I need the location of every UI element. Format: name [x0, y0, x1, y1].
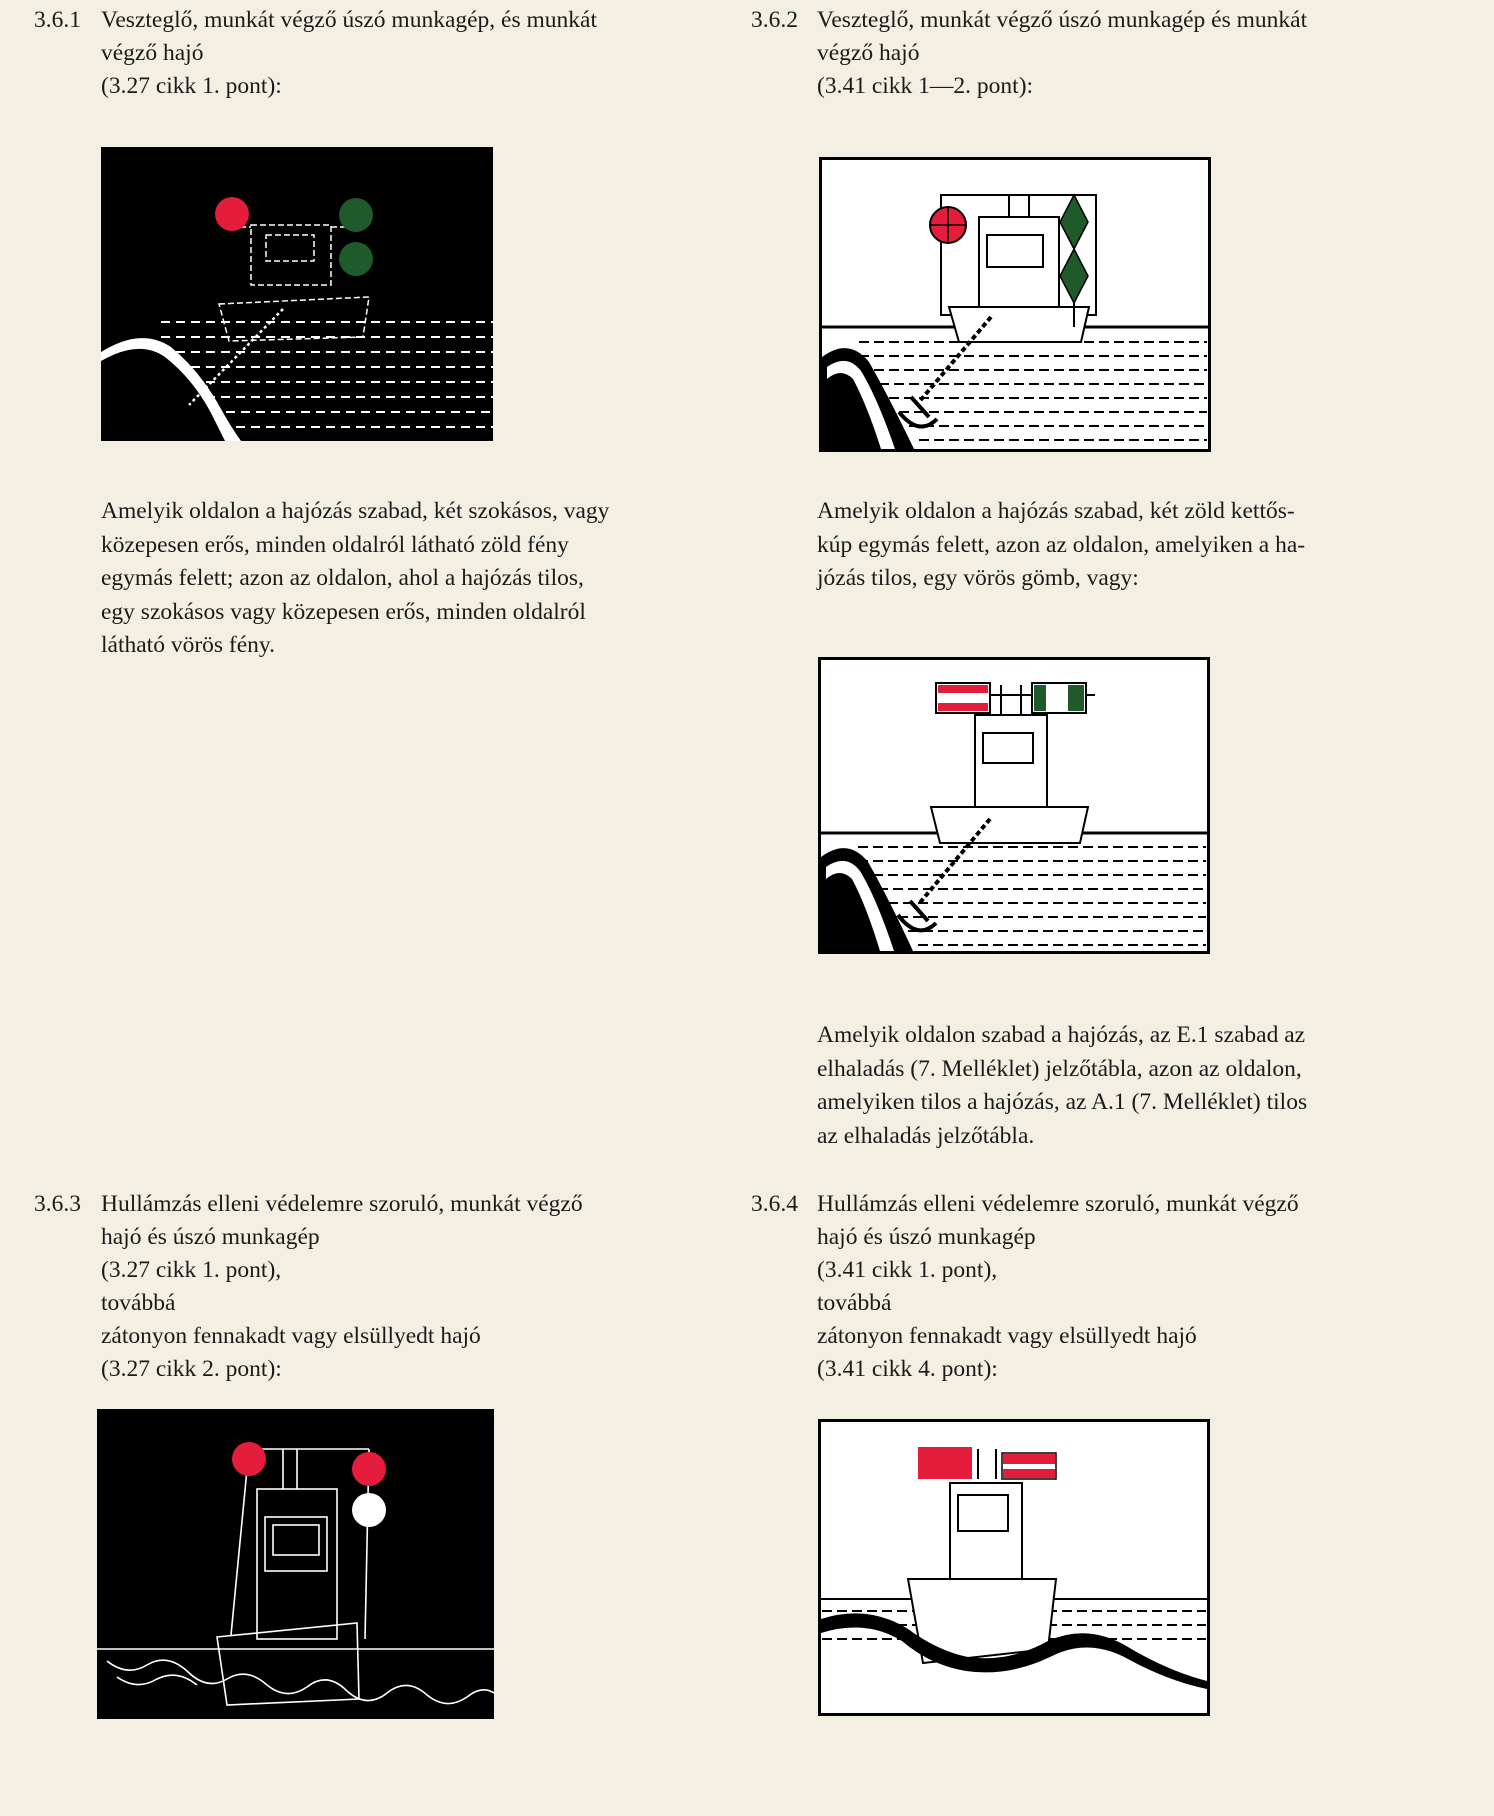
- heading-line: végző hajó: [817, 40, 920, 66]
- section-heading-3-6-2: [817, 4, 1307, 103]
- description-line: Amelyik oldalon a hajózás szabad, két zöld kettős-: [817, 498, 1295, 524]
- heading-line: hajó és úszó munkagép: [817, 1224, 1036, 1250]
- section-heading-3-6-3: [101, 1188, 583, 1386]
- description-3-6-1: [101, 495, 715, 663]
- heading-line: Veszteglő, munkát végző úszó munkagép és munkát: [817, 7, 1308, 33]
- heading-line: (3.27 cikk 1. pont):: [101, 73, 282, 99]
- description-3-6-2-shapes: [817, 495, 1434, 596]
- heading-line: Veszteglő, munkát végző úszó munkagép, és munkát: [101, 7, 597, 33]
- description-line: látható vörös fény.: [101, 632, 276, 658]
- description-line: az elhaladás jelzőtábla.: [817, 1122, 1035, 1149]
- night-illustration-3-6-3: [97, 1409, 494, 1719]
- heading-line: (3.41 cikk 4. pont):: [817, 1356, 998, 1382]
- heading-line: továbbá: [817, 1290, 892, 1316]
- heading-line: (3.27 cikk 1. pont),: [101, 1257, 282, 1283]
- section-number-3-6-2: 3.6.2: [751, 7, 798, 33]
- day-illustration-3-6-2-shapes: [819, 157, 1211, 452]
- section-heading-3-6-1: [101, 4, 597, 103]
- heading-line: végző hajó: [101, 40, 204, 66]
- heading-line: Hullámzás elleni védelemre szoruló, munkát végző: [817, 1191, 1299, 1217]
- day-illustration-3-6-2-boards: [818, 657, 1210, 954]
- heading-line: (3.27 cikk 2. pont):: [101, 1356, 282, 1382]
- section-number-3-6-3: 3.6.3: [34, 1191, 81, 1217]
- description-line: közepesen erős, minden oldalról látható zöld fény: [101, 531, 569, 558]
- description-line: Amelyik oldalon szabad a hajózás, az E.1 szabad az: [817, 1022, 1306, 1048]
- description-line: egymás felett; azon az oldalon, ahol a hajózás tilos,: [101, 565, 584, 591]
- heading-line: zátonyon fennakadt vagy elsüllyedt hajó: [817, 1323, 1197, 1349]
- description-3-6-2-boards: [817, 1019, 1434, 1153]
- night-illustration-3-6-1: [101, 147, 493, 441]
- description-line: amelyiken tilos a hajózás, az A.1 (7. Melléklet) tilos: [817, 1089, 1308, 1115]
- description-line: elhaladás (7. Melléklet) jelzőtábla, azon az oldalon,: [817, 1055, 1302, 1082]
- section-heading-3-6-4: [817, 1188, 1299, 1386]
- description-line: józás tilos, egy vörös gömb, vagy:: [817, 565, 1139, 591]
- heading-line: zátonyon fennakadt vagy elsüllyedt hajó: [101, 1323, 481, 1349]
- day-illustration-3-6-4: [818, 1419, 1210, 1716]
- heading-line: továbbá: [101, 1290, 176, 1316]
- section-number-3-6-4: 3.6.4: [751, 1191, 798, 1217]
- section-number-3-6-1: 3.6.1: [34, 7, 81, 33]
- description-line: Amelyik oldalon a hajózás szabad, két szokásos, vagy: [101, 498, 610, 524]
- heading-line: Hullámzás elleni védelemre szoruló, munkát végző: [101, 1191, 583, 1217]
- heading-line: (3.41 cikk 1. pont),: [817, 1257, 998, 1283]
- heading-line: (3.41 cikk 1—2. pont):: [817, 73, 1034, 99]
- description-line: egy szokásos vagy közepesen erős, minden oldalról: [101, 598, 586, 625]
- description-line: kúp egymás felett, azon az oldalon, amelyiken a ha-: [817, 531, 1306, 558]
- heading-line: hajó és úszó munkagép: [101, 1224, 320, 1250]
